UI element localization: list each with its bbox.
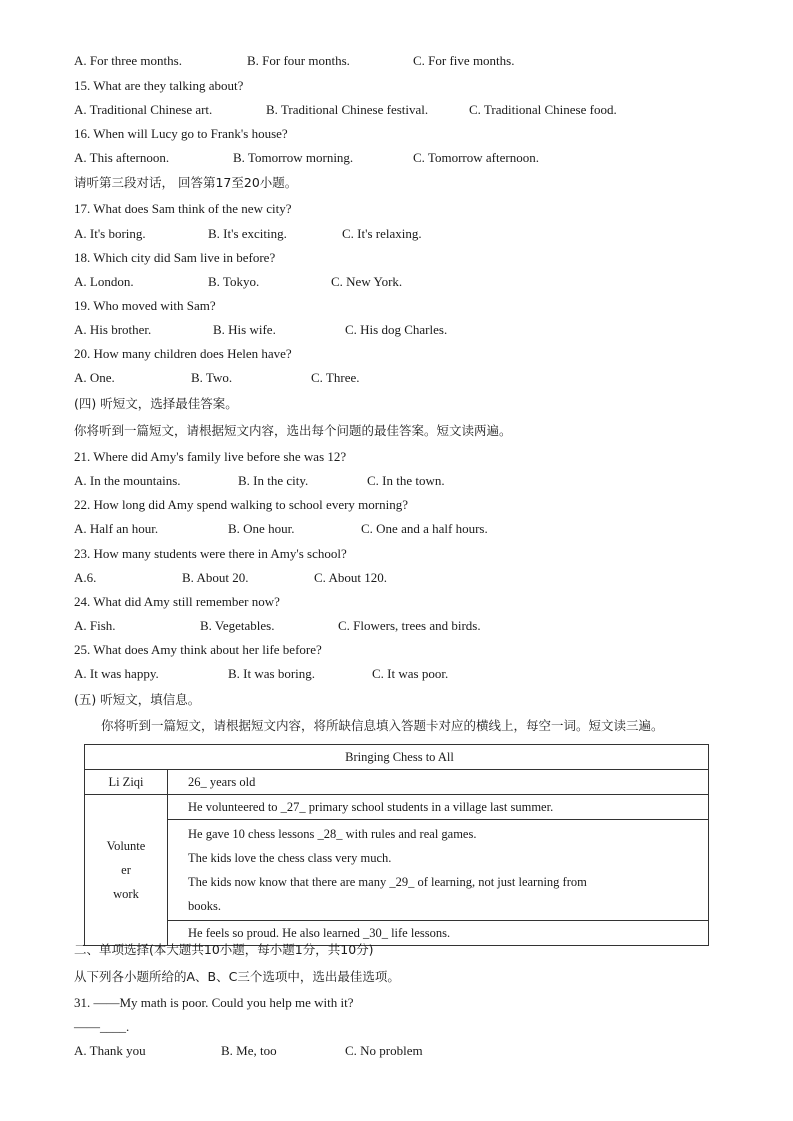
part4-title: (四) 听短文，选择最佳答案。: [74, 396, 238, 411]
info-table: [84, 744, 709, 946]
q22-option-c: C. One and a half hours.: [361, 521, 488, 536]
q20-option-a: A. One.: [74, 370, 115, 385]
q15-option-a: A. Traditional Chinese art.: [74, 102, 213, 117]
part5-title: (五) 听短文，填信息。: [74, 692, 201, 707]
q19-option-a: A. His brother.: [74, 322, 152, 337]
q24-option-a: A. Fish.: [74, 618, 116, 633]
q18-option-b: B. Tokyo.: [208, 274, 260, 289]
q31-option-b: B. Me, too: [221, 1043, 277, 1058]
q19-option-b: B. His wife.: [213, 322, 276, 337]
q22-question: 22. How long did Amy spend walking to school every morning?: [74, 497, 408, 512]
q17-option-c: C. It's relaxing.: [342, 226, 422, 241]
row2-block-line: He gave 10 chess lessons _28_ with rules and real games.: [188, 827, 477, 841]
q17-option-b: B. It's exciting.: [208, 226, 287, 241]
q25-option-b: B. It was boring.: [228, 666, 316, 681]
row2-label: [85, 795, 168, 946]
q17-option-a: A. It's boring.: [74, 226, 146, 241]
section2-instruction: 从下列各小题所给的A、B、C三个选项中，选出最佳选项。: [74, 969, 400, 984]
part5-instruction: 你将听到一篇短文，请根据短文内容，将所缺信息填入答题卡对应的横线上，每空一词。短文读三遍。: [101, 718, 664, 733]
q18-question: 18. Which city did Sam live in before?: [74, 250, 276, 265]
q17-question: 17. What does Sam think of the new city?: [74, 201, 292, 216]
section3-instruction: 请听第三段对话， 回答第17至20小题。: [74, 175, 298, 190]
q31-question: 31. ——My math is poor. Could you help me with it?: [74, 995, 354, 1010]
q14-option-b: B. For four months.: [247, 53, 350, 68]
q14-option-c: C. For five months.: [413, 53, 515, 68]
q19-option-c: C. His dog Charles.: [345, 322, 448, 337]
q16-question: 16. When will Lucy go to Frank's house?: [74, 126, 288, 141]
q20-question: 20. How many children does Helen have?: [74, 346, 292, 361]
row2-block-line: books.: [188, 899, 221, 913]
row2-label-line: Volunte: [106, 839, 146, 853]
row2-block: [168, 820, 709, 921]
q22-option-a: A. Half an hour.: [74, 521, 159, 536]
q31-option-c: C. No problem: [345, 1043, 423, 1058]
q21-option-b: B. In the city.: [238, 473, 309, 488]
q15-question: 15. What are they talking about?: [74, 78, 244, 93]
q24-option-c: C. Flowers, trees and birds.: [338, 618, 481, 633]
row2-block-line: The kids now know that there are many _29_ of learning, not just learning from: [188, 875, 587, 889]
row1-value: 26_ years old: [168, 770, 709, 795]
q23-option-b: B. About 20.: [182, 570, 249, 585]
q24-option-b: B. Vegetables.: [200, 618, 275, 633]
row1-label: Li Ziqi: [85, 770, 168, 795]
section2-title: 二、单项选择(本大题共10小题，每小题1分，共10分): [74, 942, 374, 957]
q18-option-c: C. New York.: [331, 274, 403, 289]
q24-question: 24. What did Amy still remember now?: [74, 594, 280, 609]
q21-option-c: C. In the town.: [367, 473, 445, 488]
row2-label-line: er: [121, 863, 131, 877]
q20-option-b: B. Two.: [191, 370, 233, 385]
q22-option-b: B. One hour.: [228, 521, 295, 536]
q16-option-b: B. Tomorrow morning.: [233, 150, 354, 165]
q23-option-c: C. About 120.: [314, 570, 387, 585]
q16-option-c: C. Tomorrow afternoon.: [413, 150, 539, 165]
q31-answer-line: ——____.: [74, 1019, 130, 1034]
row2-line-27: He volunteered to _27_ primary school students in a village last summer.: [168, 795, 709, 820]
table-title: Bringing Chess to All: [85, 745, 709, 770]
q21-option-a: A. In the mountains.: [74, 473, 181, 488]
q19-question: 19. Who moved with Sam?: [74, 298, 216, 313]
q18-option-a: A. London.: [74, 274, 134, 289]
q25-question: 25. What does Amy think about her life before?: [74, 642, 322, 657]
row2-label-line: work: [113, 887, 139, 901]
q31-option-a: A. Thank you: [74, 1043, 146, 1058]
q20-option-c: C. Three.: [311, 370, 360, 385]
q15-option-b: B. Traditional Chinese festival.: [266, 102, 429, 117]
q25-option-a: A. It was happy.: [74, 666, 159, 681]
q25-option-c: C. It was poor.: [372, 666, 449, 681]
q14-option-a: A. For three months.: [74, 53, 182, 68]
q23-question: 23. How many students were there in Amy's school?: [74, 546, 347, 561]
q21-question: 21. Where did Amy's family live before she was 12?: [74, 449, 347, 464]
row2-block-line: The kids love the chess class very much.: [188, 851, 392, 865]
q23-option-a: A.6.: [74, 570, 97, 585]
part4-instruction: 你将听到一篇短文，请根据短文内容，选出每个问题的最佳答案。短文读两遍。: [74, 423, 512, 438]
q16-option-a: A. This afternoon.: [74, 150, 170, 165]
q15-option-c: C. Traditional Chinese food.: [469, 102, 617, 117]
row2-line-30: He feels so proud. He also learned _30_ life lessons.: [168, 921, 709, 946]
